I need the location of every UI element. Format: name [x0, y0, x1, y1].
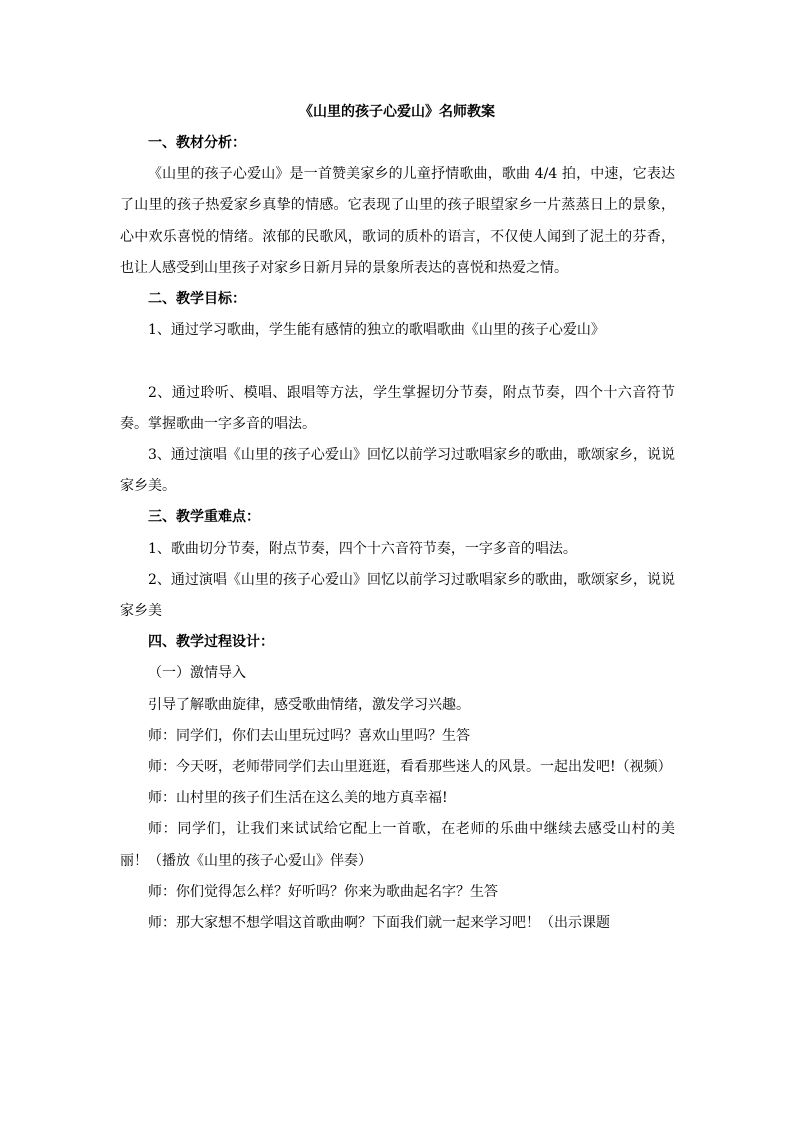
- page-title: 《山里的孩子心爱山》名师教案: [299, 104, 495, 120]
- process-line-3: 师：今天呀，老师带同学们去山里逛逛，看看那些迷人的风景。一起出发吧!（视频）: [148, 759, 672, 776]
- process-line-4: 师：山村里的孩子们生活在这么美的地方真幸福!: [148, 790, 448, 807]
- section-heading-goals: 二、教学目标：: [148, 291, 246, 308]
- goal-item-2: 2、通过聆听、模唱、跟唱等方法，学生掌握切分节奏，附点节奏，四个十六音符节奏。掌握歌曲一字多音的唱法。: [120, 384, 675, 432]
- process-subheading: （一）激情导入: [148, 665, 246, 682]
- section-heading-key-points: 三、教学重难点：: [148, 509, 260, 526]
- blank-line: [120, 346, 675, 377]
- goal-item-1: 1、通过学习歌曲，学生能有感情的独立的歌唱歌曲《山里的孩子心爱山》: [148, 322, 605, 339]
- process-line-6: 师：你们觉得怎么样？好听吗？你来为歌曲起名字？生答: [148, 883, 498, 900]
- section-heading-process: 四、教学过程设计：: [148, 634, 274, 651]
- analysis-paragraph: 《山里的孩子心爱山》是一首赞美家乡的儿童抒情歌曲，歌曲 4/4 拍，中速，它表达了山里的孩子热爱家乡真挚的情感。它表现了山里的孩子眼望家乡一片蒸蒸日上的景象，心中欢乐喜悦的情绪。浓郁的民歌风，歌词的质朴的语言，不仅使人闻到了泥土的芬香，也让人感受到山里孩子对家乡日新月异的景象所表达的喜悦和热爱之情。: [120, 166, 675, 276]
- process-line-7: 师：那大家想不想学唱这首歌曲啊？下面我们就一起来学习吧！（出示课题: [148, 915, 610, 932]
- process-line-1: 引导了解歌曲旋律，感受歌曲情绪，激发学习兴趣。: [148, 696, 470, 713]
- key-point-item-2: 2、通过演唱《山里的孩子心爱山》回忆以前学习过歌唱家乡的歌曲，歌颂家乡，说说家乡美: [120, 571, 675, 620]
- document-body: [120, 128, 675, 939]
- section-heading-analysis: 一、教材分析：: [148, 135, 246, 151]
- process-line-5: 师：同学们，让我们来试试给它配上一首歌，在老师的乐曲中继续去感受山村的美丽！（播放《山里的孩子心爱山》伴奏）: [120, 821, 675, 869]
- goal-item-3: 3、通过演唱《山里的孩子心爱山》回忆以前学习过歌唱家乡的歌曲，歌颂家乡，说说家乡美。: [120, 447, 675, 495]
- key-point-item-1: 1、歌曲切分节奏，附点节奏，四个十六音符节奏，一字多音的唱法。: [148, 540, 577, 557]
- process-line-2: 师：同学们，你们去山里玩过吗？喜欢山里吗？生答: [148, 727, 470, 744]
